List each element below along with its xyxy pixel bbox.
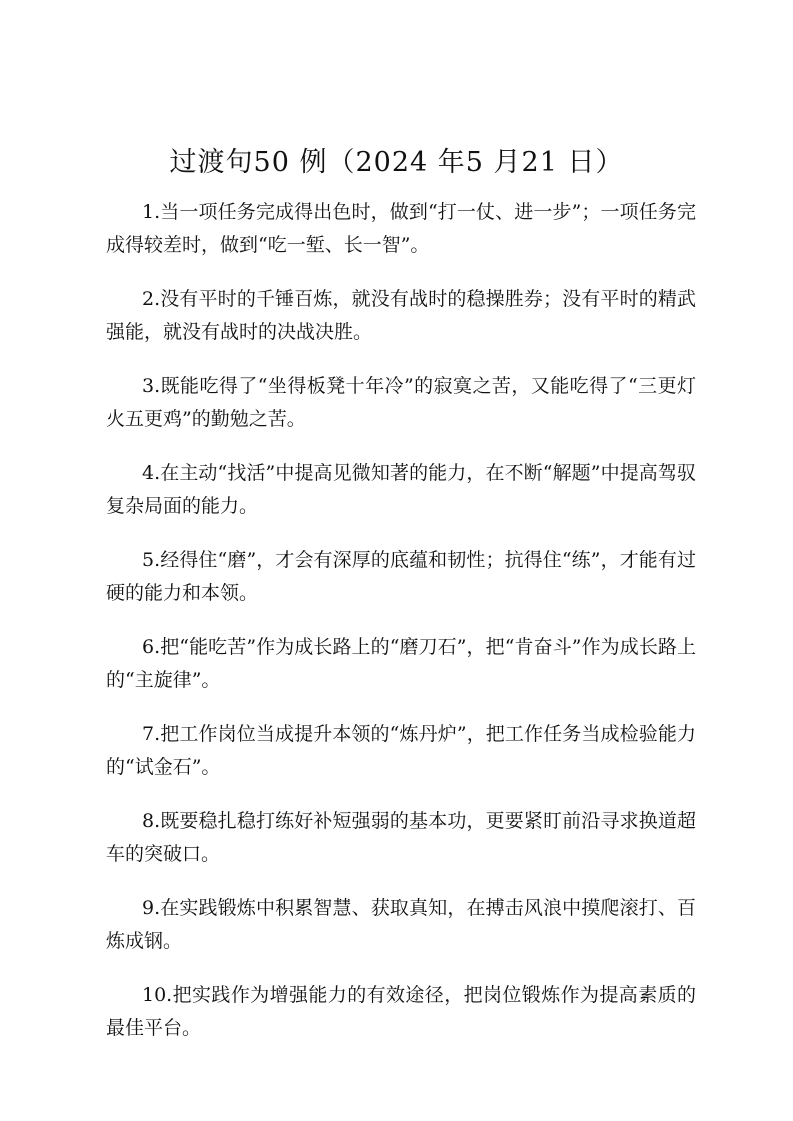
list-item: 3.既能吃得了“坐得板凳十年冷”的寂寞之苦，又能吃得了“三更灯火五更鸡”的勤勉之苦。 xyxy=(106,375,696,430)
list-item: 2.没有平时的千锤百炼，就没有战时的稳操胜券；没有平时的精武强能，就没有战时的决战决胜。 xyxy=(106,288,696,343)
list-item: 1.当一项任务完成得出色时，做到“打一仗、进一步”；一项任务完成得较差时，做到“吃一堑、长一智”。 xyxy=(106,201,696,256)
sentence-list xyxy=(106,196,696,1066)
list-item: 10.把实践作为增强能力的有效途径，把岗位锻炼作为提高素质的最佳平台。 xyxy=(106,984,696,1039)
list-item: 8.既要稳扎稳打练好补短强弱的基本功，更要紧盯前沿寻求换道超车的突破口。 xyxy=(106,810,696,865)
list-item: 4.在主动“找活”中提高见微知著的能力，在不断“解题”中提高驾驭复杂局面的能力。 xyxy=(106,462,696,517)
list-item: 6.把“能吃苦”作为成长路上的“磨刀石”，把“肯奋斗”作为成长路上的“主旋律”。 xyxy=(106,636,696,691)
document-title: 过渡句50 例（2024 年5 月21 日） xyxy=(169,147,624,178)
list-item: 7.把工作岗位当成提升本领的“炼丹炉”，把工作任务当成检验能力的“试金石”。 xyxy=(106,723,696,778)
list-item: 9.在实践锻炼中积累智慧、获取真知，在搏击风浪中摸爬滚打、百炼成钢。 xyxy=(106,897,696,952)
list-item: 5.经得住“磨”，才会有深厚的底蕴和韧性；抗得住“练”，才能有过硬的能力和本领。 xyxy=(106,549,696,604)
